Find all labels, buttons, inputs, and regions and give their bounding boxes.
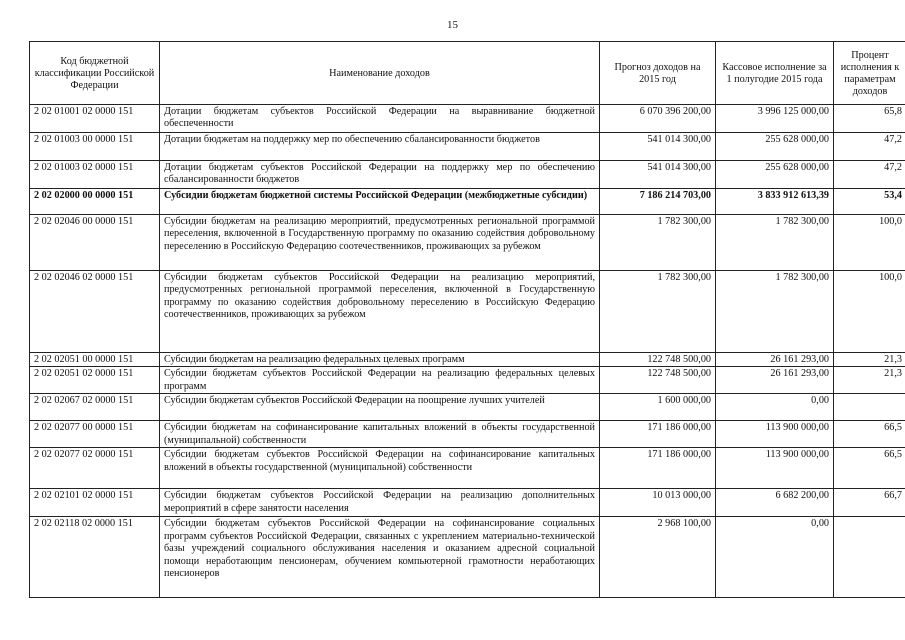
table-row xyxy=(30,353,905,367)
cell-code: 2 02 02077 02 0000 151 xyxy=(30,448,160,489)
cell-name: Дотации бюджетам субъектов Российской Федерации на поддержку мер по обеспечению сбалансированности бюджетов xyxy=(160,161,600,189)
cell-code: 2 02 02046 02 0000 151 xyxy=(30,271,160,353)
cell-code: 2 02 02118 02 0000 151 xyxy=(30,517,160,598)
cell-execution: 6 682 200,00 xyxy=(716,489,834,517)
cell-name: Субсидии бюджетам субъектов Российской Федерации на софинансирование социальных программ субъектов Российской Федерации, связанных с укреплением материально-технической базы учреждений социального обслуживания населения и оказанием адресной социальной помощи неработающим пенсионерам, обучением компьютерной грамотности неработающих пенсионеров xyxy=(160,517,600,598)
table-row xyxy=(30,215,905,271)
cell-execution: 113 900 000,00 xyxy=(716,421,834,448)
cell-execution: 1 782 300,00 xyxy=(716,271,834,353)
cell-code: 2 02 01003 00 0000 151 xyxy=(30,133,160,161)
cell-execution: 26 161 293,00 xyxy=(716,367,834,394)
cell-code: 2 02 02077 00 0000 151 xyxy=(30,421,160,448)
cell-percent xyxy=(834,394,905,421)
cell-forecast: 2 968 100,00 xyxy=(600,517,716,598)
table-header-row xyxy=(30,42,905,105)
header-code: Код бюджетной классификации Российской Федерации xyxy=(30,42,160,105)
cell-forecast: 6 070 396 200,00 xyxy=(600,105,716,133)
cell-forecast: 171 186 000,00 xyxy=(600,448,716,489)
cell-percent: 100,0 xyxy=(834,215,905,271)
cell-execution: 3 996 125 000,00 xyxy=(716,105,834,133)
header-name: Наименование доходов xyxy=(160,42,600,105)
cell-percent: 100,0 xyxy=(834,271,905,353)
cell-name: Субсидии бюджетам субъектов Российской Федерации на софинансирование капитальных вложений в объекты государственной (муниципальной) собственности xyxy=(160,448,600,489)
cell-execution: 1 782 300,00 xyxy=(716,215,834,271)
table-row xyxy=(30,271,905,353)
header-execution: Кассовое исполнение за 1 полугодие 2015 года xyxy=(716,42,834,105)
page-number: 15 xyxy=(447,19,458,31)
table-row xyxy=(30,189,905,215)
cell-percent: 47,2 xyxy=(834,133,905,161)
cell-code: 2 02 01003 02 0000 151 xyxy=(30,161,160,189)
header-percent: Процент исполнения к параметрам доходов xyxy=(834,42,905,105)
cell-execution: 26 161 293,00 xyxy=(716,353,834,367)
table-row xyxy=(30,367,905,394)
cell-code: 2 02 02067 02 0000 151 xyxy=(30,394,160,421)
cell-forecast: 122 748 500,00 xyxy=(600,367,716,394)
table-row xyxy=(30,448,905,489)
cell-code: 2 02 02046 00 0000 151 xyxy=(30,215,160,271)
cell-execution: 255 628 000,00 xyxy=(716,161,834,189)
cell-percent xyxy=(834,517,905,598)
cell-forecast: 541 014 300,00 xyxy=(600,161,716,189)
cell-percent: 21,3 xyxy=(834,367,905,394)
cell-forecast: 122 748 500,00 xyxy=(600,353,716,367)
cell-percent: 47,2 xyxy=(834,161,905,189)
cell-code: 2 02 01001 02 0000 151 xyxy=(30,105,160,133)
cell-name: Дотации бюджетам субъектов Российской Федерации на выравнивание бюджетной обеспеченности xyxy=(160,105,600,133)
cell-name: Субсидии бюджетам на софинансирование капитальных вложений в объекты государственной (муниципальной) собственности xyxy=(160,421,600,448)
cell-execution: 0,00 xyxy=(716,394,834,421)
cell-percent: 53,4 xyxy=(834,189,905,215)
cell-execution: 3 833 912 613,39 xyxy=(716,189,834,215)
cell-percent: 21,3 xyxy=(834,353,905,367)
cell-code: 2 02 02000 00 0000 151 xyxy=(30,189,160,215)
cell-forecast: 7 186 214 703,00 xyxy=(600,189,716,215)
table-row xyxy=(30,394,905,421)
cell-forecast: 10 013 000,00 xyxy=(600,489,716,517)
cell-name: Субсидии бюджетам субъектов Российской Федерации на поощрение лучших учителей xyxy=(160,394,600,421)
cell-name: Субсидии бюджетам субъектов Российской Федерации на реализацию мероприятий, предусмотренных региональной программой переселения, включенной в Государственную программу по оказанию содействия добровольному переселению в Российскую Федерацию соотечественников, проживающих за рубежом xyxy=(160,271,600,353)
table-row xyxy=(30,489,905,517)
cell-name: Субсидии бюджетам бюджетной системы Российской Федерации (межбюджетные субсидии) xyxy=(160,189,600,215)
cell-forecast: 541 014 300,00 xyxy=(600,133,716,161)
cell-code: 2 02 02051 02 0000 151 xyxy=(30,367,160,394)
cell-percent: 65,8 xyxy=(834,105,905,133)
cell-execution: 0,00 xyxy=(716,517,834,598)
table-row xyxy=(30,161,905,189)
cell-percent: 66,5 xyxy=(834,421,905,448)
table-body xyxy=(30,105,905,598)
cell-forecast: 1 782 300,00 xyxy=(600,271,716,353)
header-forecast: Прогноз доходов на 2015 год xyxy=(600,42,716,105)
cell-name: Дотации бюджетам на поддержку мер по обеспечению сбалансированности бюджетов xyxy=(160,133,600,161)
table-row xyxy=(30,105,905,133)
cell-code: 2 02 02101 02 0000 151 xyxy=(30,489,160,517)
cell-execution: 255 628 000,00 xyxy=(716,133,834,161)
table-row xyxy=(30,133,905,161)
table-row xyxy=(30,421,905,448)
cell-name: Субсидии бюджетам субъектов Российской Федерации на реализацию федеральных целевых программ xyxy=(160,367,600,394)
cell-execution: 113 900 000,00 xyxy=(716,448,834,489)
revenue-table xyxy=(29,41,905,598)
table-row xyxy=(30,517,905,598)
cell-name: Субсидии бюджетам на реализацию мероприятий, предусмотренных региональной программой переселения, включенной в Государственную программу по оказанию содействия добровольному переселению в Российскую Федерацию соотечественников, проживающих за рубежом xyxy=(160,215,600,271)
cell-forecast: 1 600 000,00 xyxy=(600,394,716,421)
cell-percent: 66,5 xyxy=(834,448,905,489)
cell-percent: 66,7 xyxy=(834,489,905,517)
cell-forecast: 171 186 000,00 xyxy=(600,421,716,448)
cell-code: 2 02 02051 00 0000 151 xyxy=(30,353,160,367)
cell-name: Субсидии бюджетам субъектов Российской Федерации на реализацию дополнительных мероприятий в сфере занятости населения xyxy=(160,489,600,517)
cell-name: Субсидии бюджетам на реализацию федеральных целевых программ xyxy=(160,353,600,367)
cell-forecast: 1 782 300,00 xyxy=(600,215,716,271)
